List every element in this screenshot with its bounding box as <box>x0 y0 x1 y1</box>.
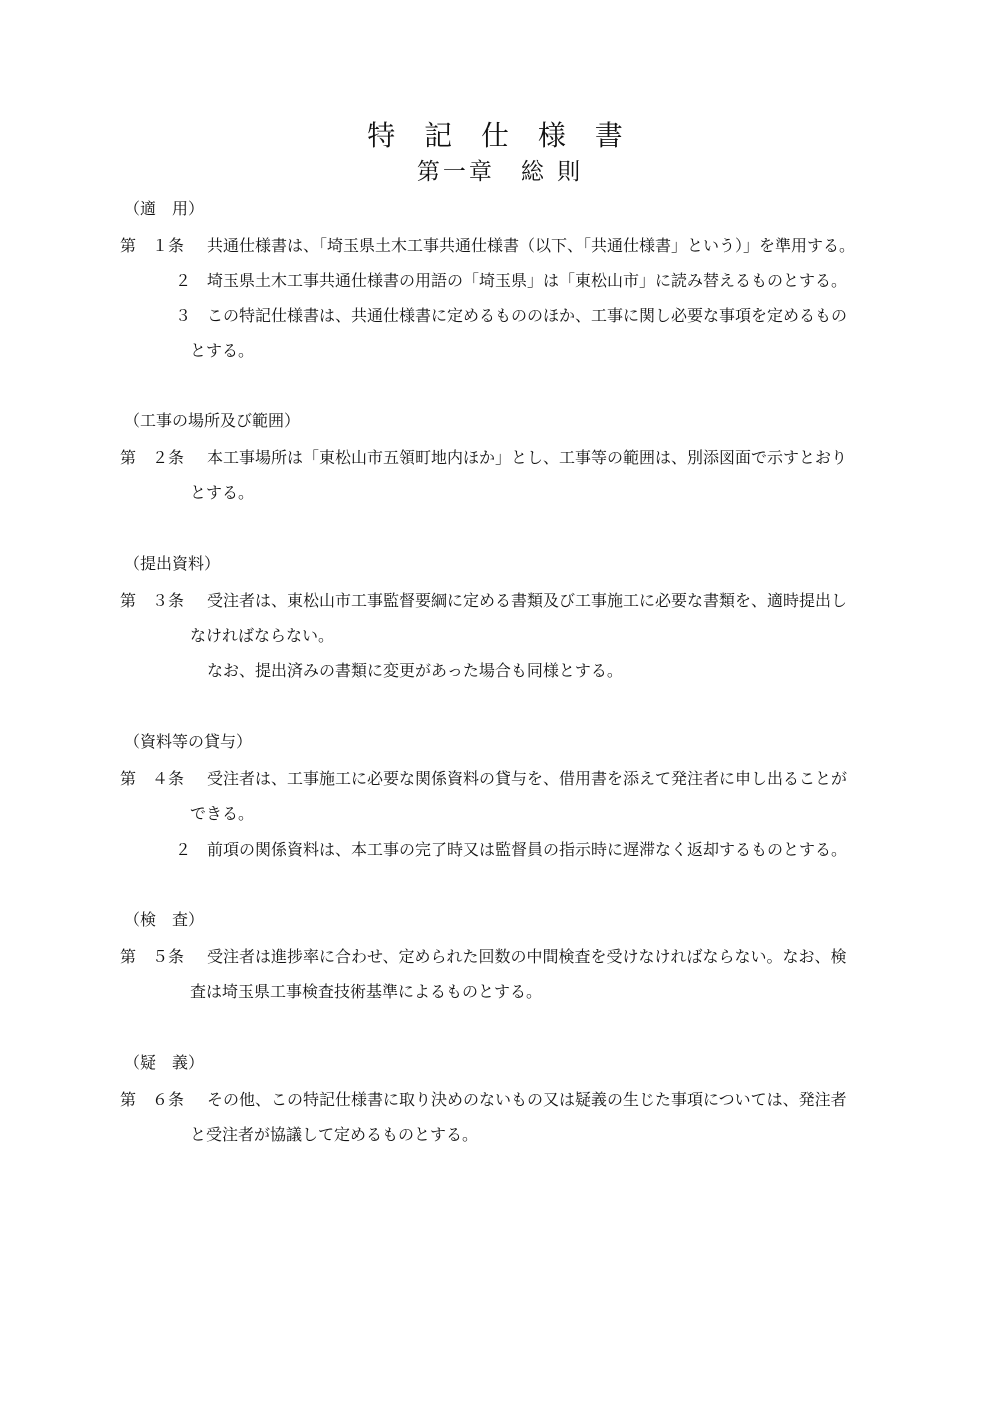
chapter-title: 第一章 総 則 <box>416 159 584 185</box>
article-text-line: その他、この特記仕様書に取り決めのないもの又は疑義の生じた事項については、発注者 <box>207 1090 847 1109</box>
article-text-line: なければならない。 <box>190 626 335 645</box>
item-number: ２ <box>175 840 192 859</box>
article-heading: （適 用） <box>124 199 205 218</box>
item-text-line: 前項の関係資料は、本工事の完了時又は監督員の指示時に遅滞なく返却するものとする。 <box>207 840 848 859</box>
article-text-line: 共通仕様書は、「埼玉県土木工事共通仕様書（以下、「共通仕様書」という）」を準用する。 <box>207 236 856 255</box>
article-heading: （疑 義） <box>124 1053 205 1072</box>
document-title: 特 記 仕 様 書 <box>367 119 633 152</box>
article-heading: （提出資料） <box>124 554 221 573</box>
article-text-line: 受注者は、東松山市工事監督要綱に定める書類及び工事施工に必要な書類を、適時提出し <box>207 591 848 610</box>
article-text-line: 受注者は進捗率に合わせ、定められた回数の中間検査を受けなければならない。なお、検 <box>207 947 847 966</box>
article-text-line: 受注者は、工事施工に必要な関係資料の貸与を、借用書を添えて発注者に申し出ることが <box>207 769 848 788</box>
article-text-line: と受注者が協議して定めるものとする。 <box>190 1125 479 1144</box>
article-label: 第 ６条 <box>120 1090 185 1109</box>
article-heading: （資料等の貸与） <box>124 732 253 751</box>
article-heading: （工事の場所及び範囲） <box>124 411 301 430</box>
item-text-line: 埼玉県土木工事共通仕様書の用語の「埼玉県」は「東松山市」に読み替えるものとする。 <box>207 271 848 290</box>
article-text-line: 本工事場所は「東松山市五領町地内ほか」とし、工事等の範囲は、別添図面で示すとおり <box>207 448 848 467</box>
article-label: 第 １条 <box>120 236 185 255</box>
article-paragraph: なお、提出済みの書類に変更があった場合も同様とする。 <box>207 661 623 680</box>
article-label: 第 ２条 <box>120 448 185 467</box>
article-label: 第 ３条 <box>120 591 185 610</box>
article-text-line: とする。 <box>190 483 255 502</box>
item-number: ２ <box>175 271 192 290</box>
article-label: 第 ４条 <box>120 769 185 788</box>
article-label: 第 ５条 <box>120 947 185 966</box>
article-text-line: できる。 <box>190 804 255 823</box>
article-text-line: 査は埼玉県工事検査技術基準によるものとする。 <box>190 982 543 1001</box>
article-heading: （検 査） <box>124 910 205 929</box>
item-number: ３ <box>175 306 192 325</box>
item-text-line: この特記仕様書は、共通仕様書に定めるもののほか、工事に関し必要な事項を定めるもの <box>207 306 848 325</box>
item-text-line: とする。 <box>190 341 255 360</box>
